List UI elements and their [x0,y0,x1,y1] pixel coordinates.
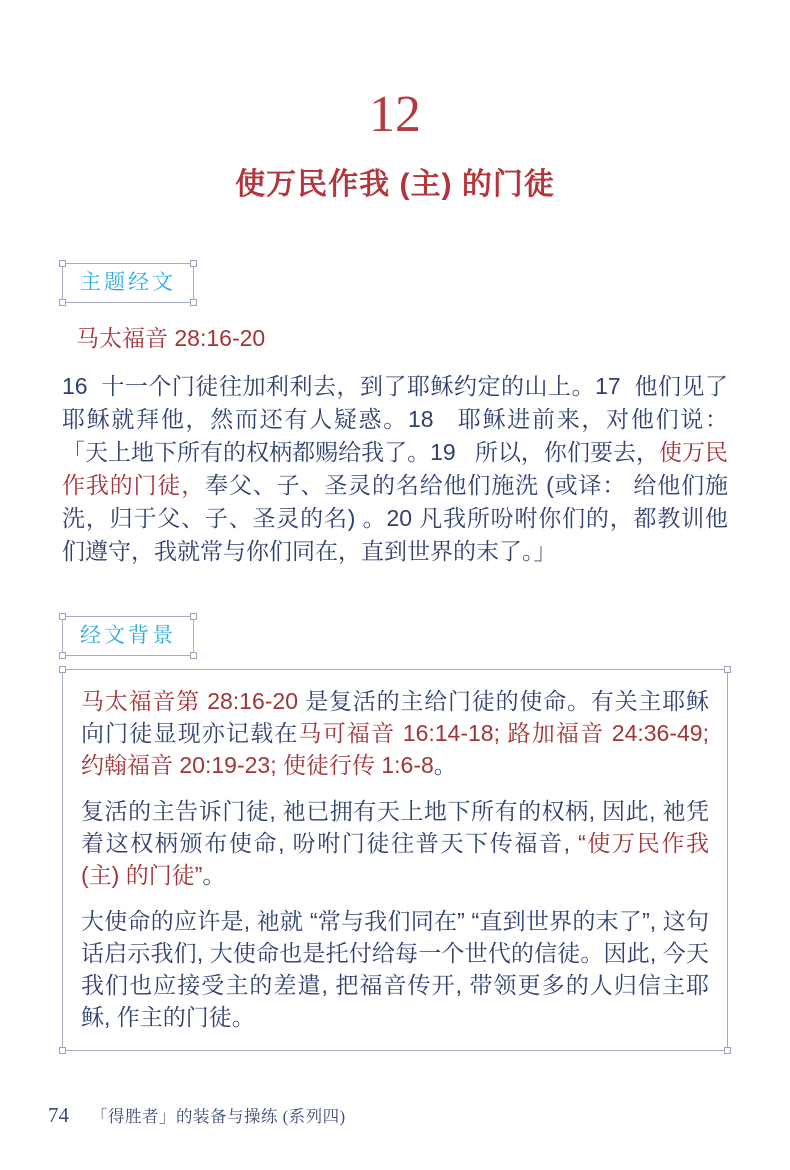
text-segment-highlight: 马可福音 16:14-18; 路加福音 24:36-49; 约翰福音 20:19-23; 使徒行传 1:6-8 [81,719,709,778]
corner-ornament-icon [724,666,731,673]
corner-ornament-icon [59,666,66,673]
text-segment: 复活的主告诉门徒, 祂已拥有天上地下所有的权柄, 因此, 祂凭着这权柄颁布使命, 吩咐门徒往普天下传福音, [81,797,709,856]
corner-ornament-icon [59,260,66,267]
background-paragraph [81,685,709,781]
corner-ornament-icon [190,652,197,659]
text-segment: 大使命的应许是, 祂就 “常与我们同在” “直到世界的末了”, 这句话启示我们, 大使命也是托付给每一个世代的信徒。因此, 今天我们也应接受主的差遣, 把福音传开, 带领更多的人归信主耶稣, 作主的门徒。 [81,907,709,1030]
section-header-theme [62,263,194,303]
corner-ornament-icon [190,260,197,267]
page-footer [48,1103,346,1128]
background-paragraph [81,905,709,1033]
corner-ornament-icon [190,299,197,306]
corner-ornament-icon [59,613,66,620]
background-text-box [62,669,728,1051]
corner-ornament-icon [59,1047,66,1054]
text-segment: 。 [433,751,457,778]
scripture-reference: 马太福音 28:16-20 [76,324,266,351]
text-segment: 是复活的主给门徒的使命。有关主耶稣向门徒显现亦记载在 [81,687,709,746]
section-header-label: 主题经文 [80,270,176,294]
chapter-number: 12 [369,86,421,143]
chapter-title: 使万民作我 (主) 的门徒 [235,167,555,201]
corner-ornament-icon [59,652,66,659]
passage-segment: 16 十一个门徒往加利利去，到了耶稣约定的山上。17 他们见了耶稣就拜他，然而还有人疑惑。18 耶稣进前来，对他们说： 「天上地下所有的权柄都赐给我了。19 所以，你们要去， [62,372,735,465]
text-segment: 。 [202,861,226,888]
book-title: 「得胜者」的装备与操练 (系列四) [91,1107,346,1126]
section-header-label: 经文背景 [80,623,176,647]
corner-ornament-icon [190,613,197,620]
corner-ornament-icon [724,1047,731,1054]
background-section [62,616,728,656]
corner-ornament-icon [59,299,66,306]
page-number: 74 [48,1103,69,1127]
passage-segment-highlight: 使万民作我的门徒， [62,438,729,498]
scripture-passage [62,370,735,568]
theme-section [62,263,728,303]
text-segment-highlight: 马太福音第 28:16-20 [81,687,306,714]
section-header-background [62,616,194,656]
text-segment-highlight: “使万民作我 (主) 的门徒” [81,829,709,888]
background-paragraph [81,795,709,891]
passage-segment: 奉父、子、圣灵的名给他们施洗 (或译： 给他们施洗，归于父、子、圣灵的名) 。20 凡我所吩咐你们的，都教训他们遵守，我就常与你们同在，直到世界的末了。」 [62,471,729,564]
